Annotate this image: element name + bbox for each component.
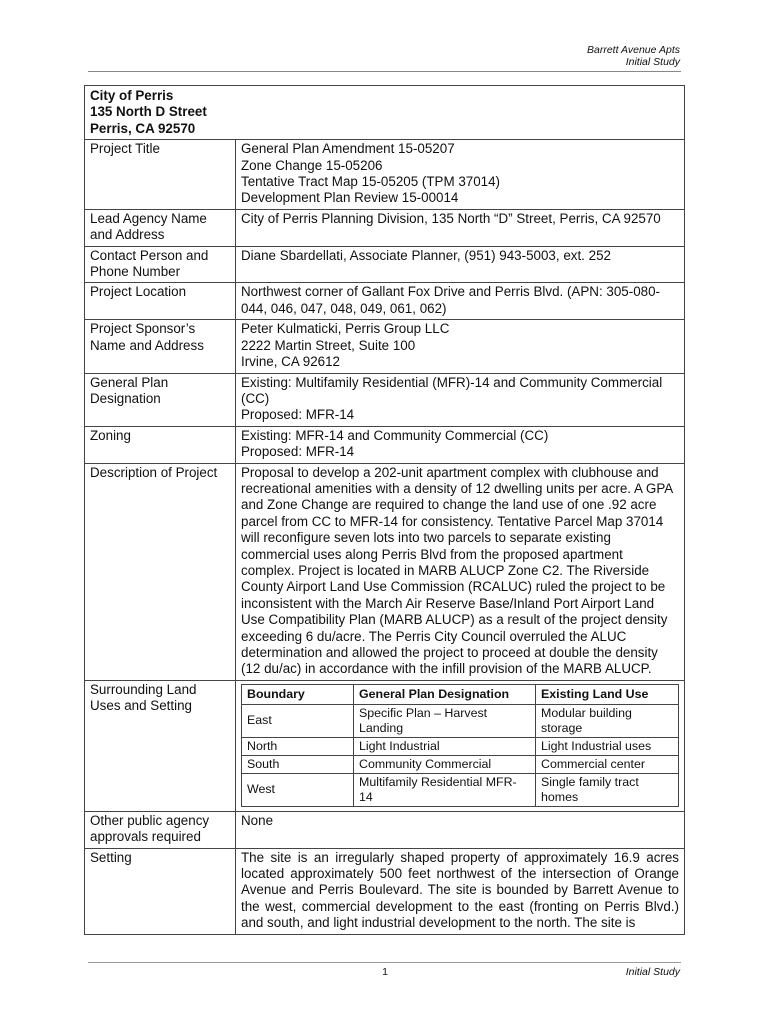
header-document-type: Initial Study	[625, 56, 680, 68]
designation-cell: Light Industrial	[354, 737, 536, 755]
table-row	[242, 704, 679, 737]
page-number: 1	[382, 966, 388, 978]
project-title-line: General Plan Amendment 15-05207	[241, 141, 455, 157]
sponsor-label	[85, 320, 236, 373]
footer-document-type: Initial Study	[625, 966, 680, 978]
lead-agency-label-line: Lead Agency Name	[90, 210, 207, 226]
land-use-cell: Single family tract homes	[536, 773, 679, 806]
approvals-label-line: approvals required	[90, 829, 201, 845]
surrounding-row	[85, 680, 685, 811]
approvals-label-line: Other public agency	[90, 812, 210, 828]
table-row	[242, 755, 679, 773]
location-row	[85, 283, 685, 320]
sponsor-row	[85, 320, 685, 373]
contact-label-line: Phone Number	[90, 264, 181, 280]
sponsor-line: Irvine, CA 92612	[241, 354, 341, 370]
agency-street: 135 North D Street	[90, 104, 207, 120]
general-plan-label	[85, 373, 236, 426]
sponsor-line: 2222 Martin Street, Suite 100	[241, 337, 416, 353]
contact-label-line: Contact Person and	[90, 247, 209, 263]
approvals-row	[85, 811, 685, 848]
project-title-line: Tentative Tract Map 15-05205 (TPM 37014)	[241, 174, 501, 190]
general-plan-value	[236, 373, 685, 426]
location-label: Project Location	[85, 283, 236, 320]
general-plan-existing: Existing: Multifamily Residential (MFR)-14 and Community Commercial (CC)	[241, 374, 663, 406]
general-plan-label-line: Designation	[90, 390, 161, 406]
zoning-value	[236, 426, 685, 463]
lead-agency-label	[85, 209, 236, 246]
surrounding-cell	[236, 680, 685, 811]
zoning-label: Zoning	[85, 426, 236, 463]
agency-name: City of Perris	[90, 88, 174, 103]
project-title-row	[85, 140, 685, 210]
column-header-land-use: Existing Land Use	[536, 684, 679, 704]
setting-row	[85, 848, 685, 934]
zoning-existing: Existing: MFR-14 and Community Commercial (CC)	[241, 427, 549, 443]
setting-label: Setting	[85, 848, 236, 934]
surrounding-label	[85, 680, 236, 811]
zoning-row	[85, 426, 685, 463]
designation-cell: Multifamily Residential MFR-14	[354, 773, 536, 806]
surrounding-land-use-table	[241, 684, 679, 807]
sponsor-label-line: Name and Address	[90, 337, 204, 353]
land-use-cell: Modular building storage	[536, 704, 679, 737]
approvals-value: None	[236, 811, 685, 848]
general-plan-row	[85, 373, 685, 426]
description-label: Description of Project	[85, 463, 236, 680]
description-row	[85, 463, 685, 680]
running-header	[587, 44, 680, 68]
contact-row	[85, 246, 685, 283]
column-header-designation: General Plan Designation	[354, 684, 536, 704]
table-row	[242, 773, 679, 806]
designation-cell: Community Commercial	[354, 755, 536, 773]
agency-row	[85, 86, 685, 140]
boundary-cell: South	[242, 755, 354, 773]
surrounding-label-line: Surrounding Land	[90, 681, 197, 697]
project-title-value	[236, 140, 685, 210]
table-row	[242, 737, 679, 755]
approvals-label	[85, 811, 236, 848]
footer-rule	[88, 962, 681, 963]
project-title-label: Project Title	[85, 140, 236, 210]
lead-agency-value: City of Perris Planning Division, 135 North “D” Street, Perris, CA 92570	[236, 209, 685, 246]
table-header-row	[242, 684, 679, 704]
contact-label	[85, 246, 236, 283]
project-title-line: Zone Change 15-05206	[241, 157, 383, 173]
land-use-cell: Light Industrial uses	[536, 737, 679, 755]
setting-text: The site is an irregularly shaped property of approximately 16.9 acres located approximately 500 feet northwest of the intersection of Orange Avenue and Perris Boulevard. The site is bounded by Barrett Avenue to the west, commercial development to the east (fronting on Perris Blvd.) and south, and light industrial development to the north. The site is	[236, 848, 685, 934]
sponsor-label-line: Project Sponsor’s	[90, 321, 196, 337]
sponsor-value	[236, 320, 685, 373]
designation-cell: Specific Plan – Harvest Landing	[354, 704, 536, 737]
surrounding-label-line: Uses and Setting	[90, 698, 192, 714]
boundary-cell: North	[242, 737, 354, 755]
land-use-cell: Commercial center	[536, 755, 679, 773]
sponsor-line: Peter Kulmaticki, Perris Group LLC	[241, 321, 450, 337]
location-value: Northwest corner of Gallant Fox Drive and Perris Blvd. (APN: 305-080-044, 046, 047, 048, 049, 061, 062)	[236, 283, 685, 320]
contact-value: Diane Sbardellati, Associate Planner, (951) 943-5003, ext. 252	[236, 246, 685, 283]
boundary-cell: East	[242, 704, 354, 737]
header-rule	[88, 71, 681, 72]
general-plan-label-line: General Plan	[90, 374, 169, 390]
header-project-name: Barrett Avenue Apts	[587, 44, 680, 56]
general-plan-proposed: Proposed: MFR-14	[241, 407, 355, 423]
lead-agency-row	[85, 209, 685, 246]
project-info-table	[84, 85, 685, 935]
lead-agency-label-line: and Address	[90, 227, 165, 243]
agency-block	[85, 86, 685, 140]
project-title-line: Development Plan Review 15-00014	[241, 190, 459, 206]
agency-city-state: Perris, CA 92570	[90, 120, 196, 136]
description-text: Proposal to develop a 202-unit apartment complex with clubhouse and recreational amenities with a density of 12 dwelling units per acre. A GPA and Zone Change are required to change the land use of one .92 acre parcel from CC to MFR-14 for consistency. Tentative Parcel Map 37014 will reconfigure seven lots into two parcels to separate existing commercial uses along Perris Blvd from the proposed apartment complex. Project is located in MARB ALUCP Zone C2. The Riverside County Airport Land Use Commission (RCALUC) ruled the project to be inconsistent with the March Air Reserve Base/Inland Port Airport Land Use Compatibility Plan (MARB ALUCP) as a result of the project density exceeding 6 du/acre. The Perris City Council overruled the ALUC determination and allowed the project to proceed at double the density (12 du/ac) in accordance with the infill provision of the MARB ALUCP.	[236, 463, 685, 680]
column-header-boundary: Boundary	[242, 684, 354, 704]
zoning-proposed: Proposed: MFR-14	[241, 444, 355, 460]
boundary-cell: West	[242, 773, 354, 806]
